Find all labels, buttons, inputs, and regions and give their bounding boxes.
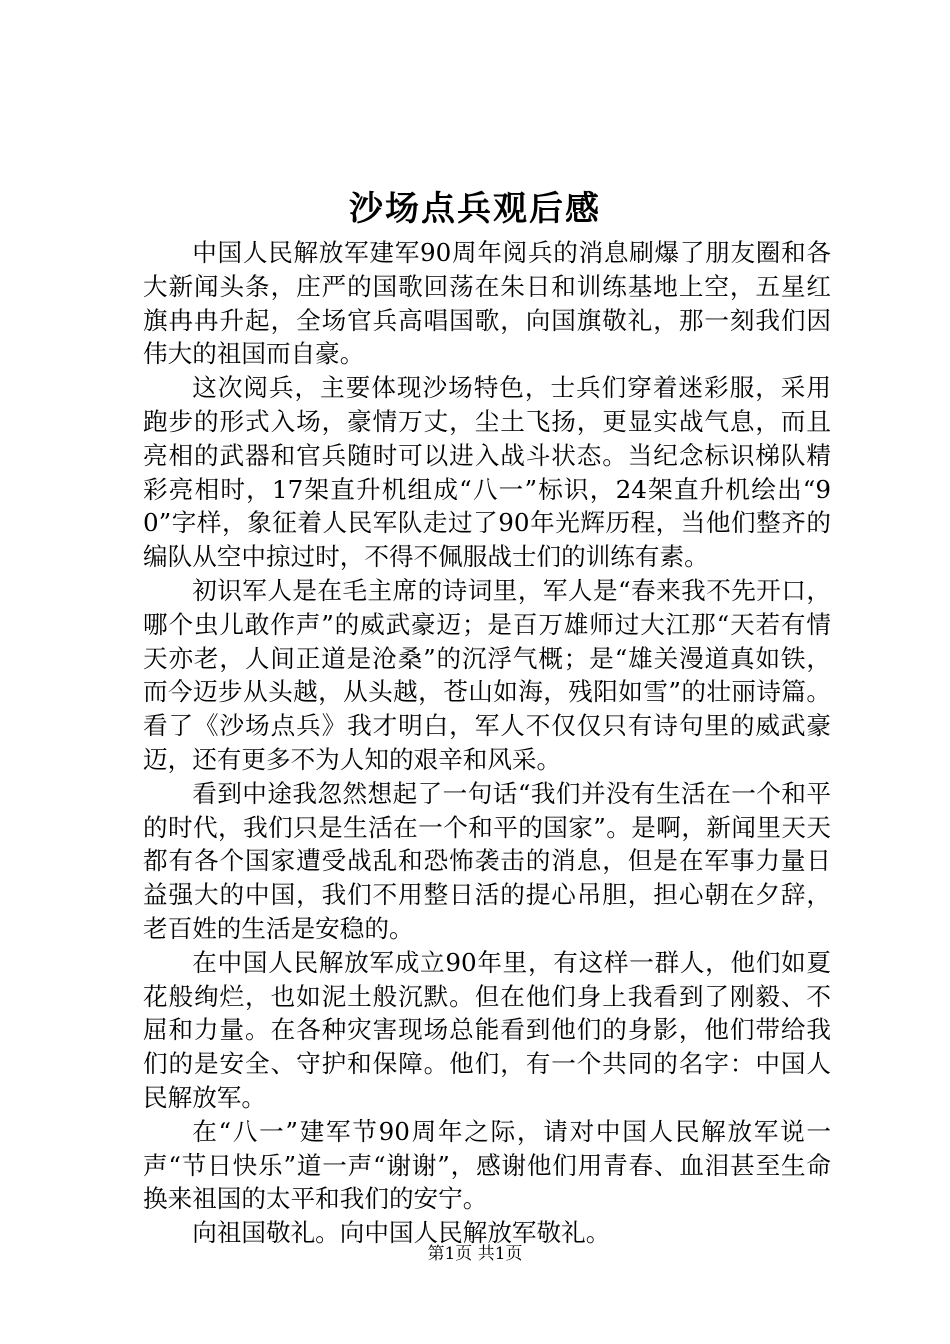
paragraph-1: 中国人民解放军建军90周年阅兵的消息刷爆了朋友圈和各大新闻头条，庄严的国歌回荡在朱日和训练基地上空，五星红旗冉冉升起，全场官兵高唱国歌，向国旗敬礼，那一刻我们因伟大的祖国而自豪。: [143, 238, 831, 369]
document-title: 沙场点兵观后感: [349, 189, 601, 229]
page-number-footer: 第1页 共1页: [427, 1244, 523, 1264]
paragraph-2: 这次阅兵，主要体现沙场特色，士兵们穿着迷彩服，采用跑步的形式入场，豪情万丈，尘土飞扬，更显实战气息，而且亮相的武器和官兵随时可以进入战斗状态。当纪念标识梯队精彩亮相时，17架直升机组成“八一”标识，24架直升机绘出“90”字样，象征着人民军队走过了90年光辉历程，当他们整齐的编队从空中掠过时，不得不佩服战士们的训练有素。: [143, 373, 831, 572]
paragraph-3: 初识军人是在毛主席的诗词里，军人是“春来我不先开口，哪个虫儿敢作声”的威武豪迈；是百万雄师过大江那“天若有情天亦老，人间正道是沧桑”的沉浮气概；是“雄关漫道真如铁，而今迈步从头越，从头越，苍山如海，残阳如雪”的壮丽诗篇。看了《沙场点兵》我才明白，军人不仅仅只有诗句里的威武豪迈，还有更多不为人知的艰辛和风采。: [143, 575, 831, 774]
paragraph-7: 向祖国敬礼。向中国人民解放军敬礼。: [192, 1218, 611, 1248]
document-body: [143, 236, 831, 1250]
paragraph-5: 在中国人民解放军成立90年里，有这样一群人，他们如夏花般绚烂，也如泥土般沉默。但在他们身上我看到了刚毅、不屈和力量。在各种灾害现场总能看到他们的身影，他们带给我们的是安全、守护和保障。他们，有一个共同的名字：中国人民解放军。: [143, 947, 831, 1112]
paragraph-6: 在“八一”建军节90周年之际，请对中国人民解放军说一声“节日快乐”道一声“谢谢”，感谢他们用青春、血泪甚至生命换来祖国的太平和我们的安宁。: [143, 1116, 831, 1214]
paragraph-4: 看到中途我忽然想起了一句话“我们并没有生活在一个和平的时代，我们只是生活在一个和平的国家”。是啊，新闻里天天都有各个国家遭受战乱和恐怖袭击的消息，但是在军事力量日益强大的中国，我们不用整日活的提心吊胆，担心朝在夕辞，老百姓的生活是安稳的。: [143, 778, 831, 943]
